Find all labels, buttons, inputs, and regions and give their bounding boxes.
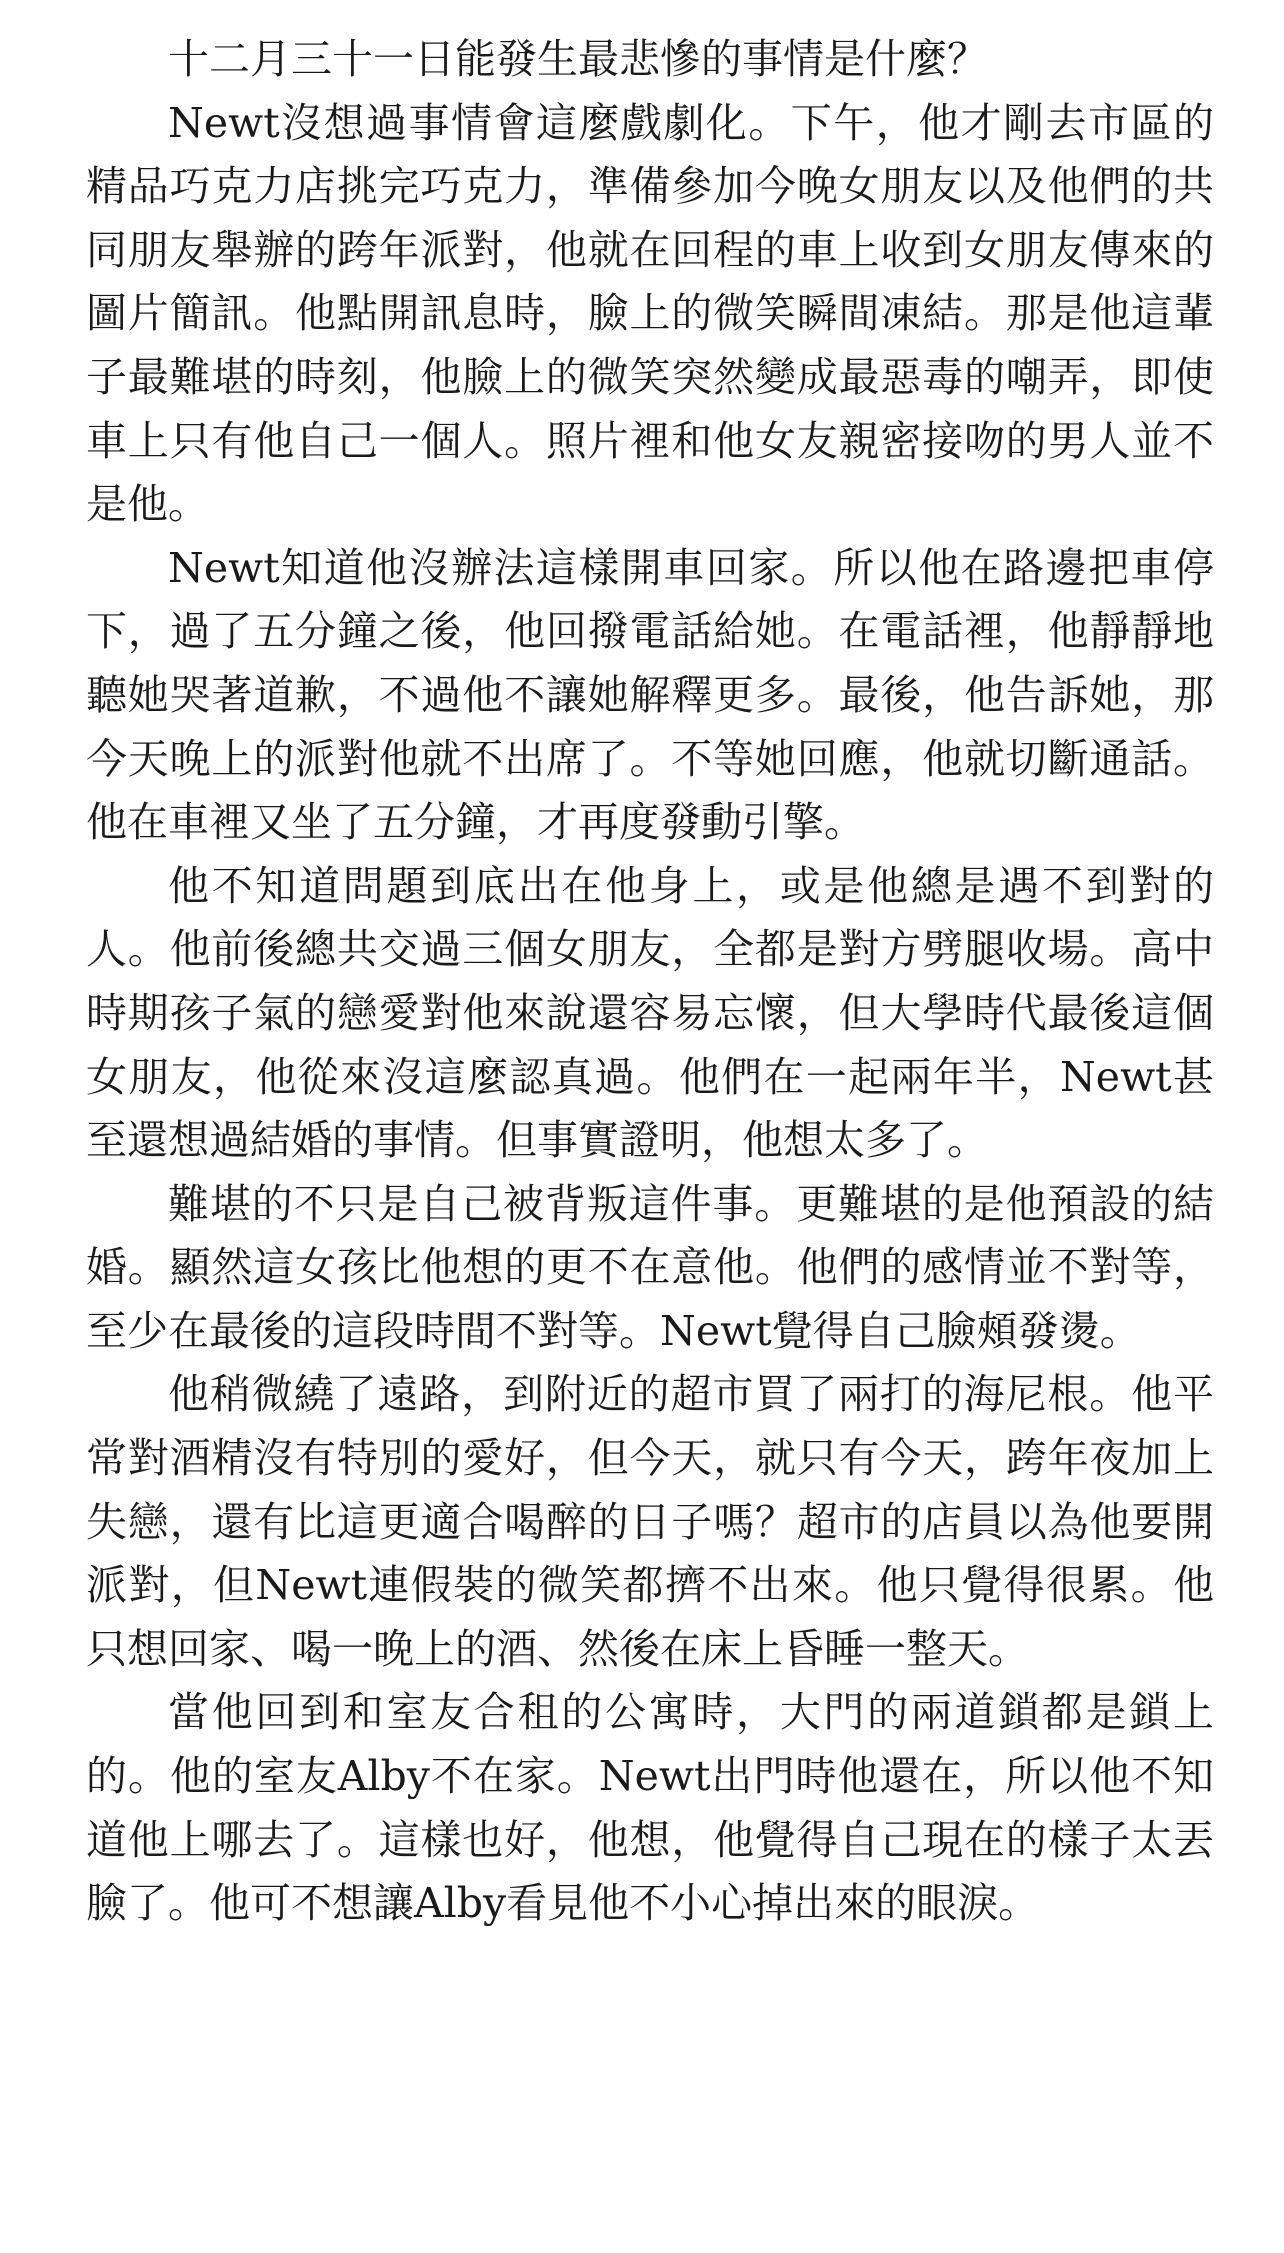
paragraph: 他不知道問題到底出在他身上，或是他總是遇不到對的人。他前後總共交過三個女朋友，全都是對方劈腿收場。高中時期孩子氣的戀愛對他來說還容易忘懷，但大學時代最後這個女朋友，他從來沒這麼認真過。他們在一起兩年半，Newt甚至還想過結婚的事情。但事實證明，他想太多了。	[86, 861, 1214, 1165]
paragraph: 他稍微繞了遠路，到附近的超市買了兩打的海尼根。他平常對酒精沒有特別的愛好，但今天，就只有今天，跨年夜加上失戀，還有比這更適合喝醉的日子嗎？超市的店員以為他要開派對，但Newt連假裝的微笑都擠不出來。他只覺得很累。他只想回家、喝一晚上的酒、然後在床上昏睡一整天。	[86, 1370, 1214, 1673]
paragraph: Newt知道他沒辦法這樣開車回家。所以他在路邊把車停下，過了五分鐘之後，他回撥電話給她。在電話裡，他靜靜地聽她哭著道歉，不過他不讓她解釋更多。最後，他告訴她，那今天晚上的派對他就不出席了。不等她回應，他就切斷通話。他在車裡又坐了五分鐘，才再度發動引擎。	[86, 543, 1214, 847]
document-page	[86, 28, 1214, 1936]
paragraph: 當他回到和室友合租的公寓時，大門的兩道鎖都是鎖上的。他的室友Alby不在家。Newt出門時他還在，所以他不知道他上哪去了。這樣也好，他想，他覺得自己現在的樣子太丟臉了。他可不想讓Alby看見他不小心掉出來的眼淚。	[86, 1688, 1214, 1928]
paragraph: Newt沒想過事情會這麼戲劇化。下午，他才剛去市區的精品巧克力店挑完巧克力，準備參加今晚女朋友以及他們的共同朋友舉辦的跨年派對，他就在回程的車上收到女朋友傳來的圖片簡訊。他點開訊息時，臉上的微笑瞬間凍結。那是他這輩子最難堪的時刻，他臉上的微笑突然變成最惡毒的嘲弄，即使車上只有他自己一個人。照片裡和他女友親密接吻的男人並不是他。	[86, 98, 1214, 529]
paragraph-opening-question: 十二月三十一日能發生最悲慘的事情是什麼？	[168, 35, 988, 83]
paragraph: 難堪的不只是自己被背叛這件事。更難堪的是他預設的結婚。顯然這女孩比他想的更不在意他。他們的感情並不對等，至少在最後的這段時間不對等。Newt覺得自己臉頰發燙。	[86, 1179, 1214, 1355]
